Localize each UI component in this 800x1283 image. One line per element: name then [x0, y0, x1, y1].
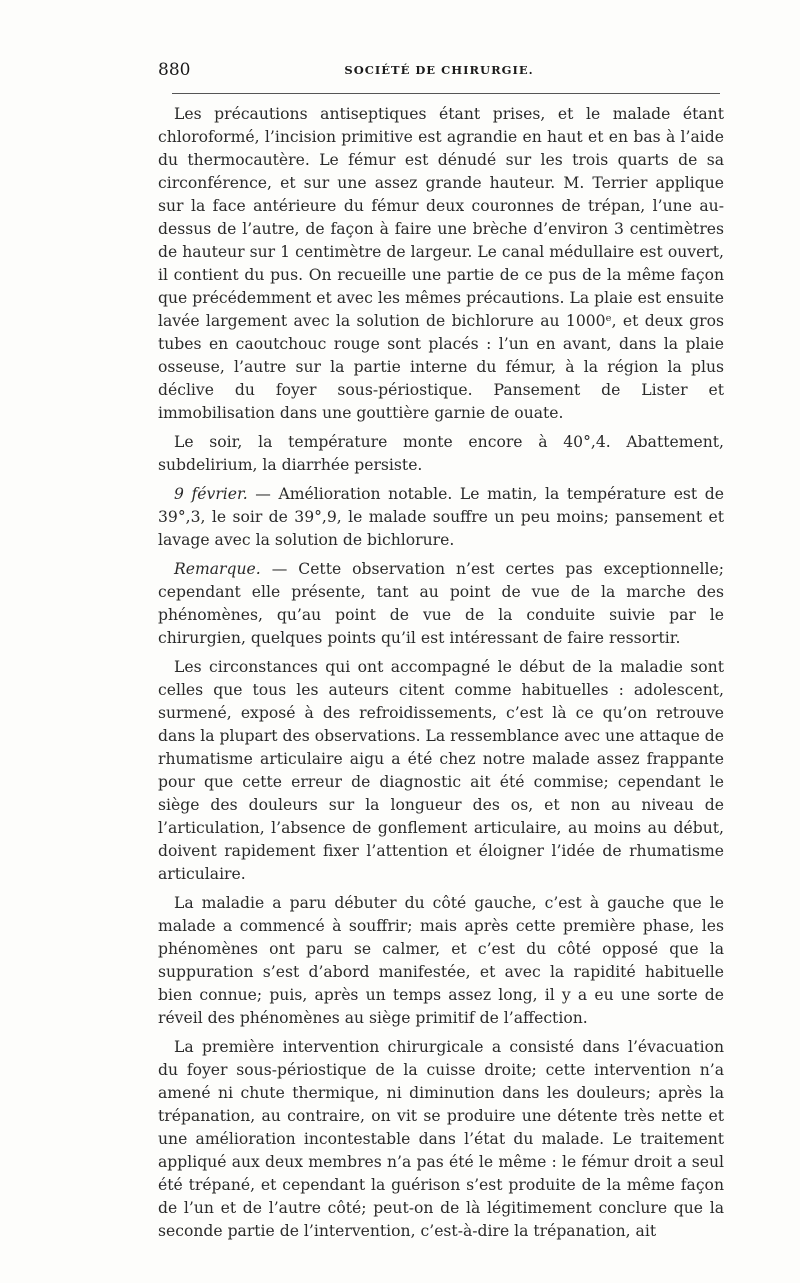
body-text: [158, 103, 724, 1249]
remarque-text: — Cette observation n’est certes pas exceptionnelle; cependant elle présente, tant au point de vue de la marche des phénomènes, qu’au point de vue de la conduite suivie par le chirurgien, quelques points qu’il est intéressant de faire ressortir.: [158, 560, 724, 647]
page-header: [158, 60, 720, 82]
paragraph-evening: Le soir, la température monte encore à 40°,4. Abattement, subdelirium, la diarrhée persiste.: [158, 433, 724, 474]
paragraph-intervention: La première intervention chirurgicale a consisté dans l’évacuation du foyer sous-périostique de la cuisse droite; cette intervention n’a amené ni chute thermique, ni diminution dans les douleurs; après la trépanation, au contraire, on vit se produire une détente très nette et une amélioration incontestable dans l’état du malade. Le traitement appliqué aux deux membres n’a pas été le même : le fémur droit a seul été trépané, et cependant la guérison s’est produite de la même façon de l’un et de l’autre côté; peut-on de là légitimement conclure que la seconde partie de l’intervention, c’est-à-dire la trépanation, ait: [158, 1038, 724, 1240]
date-text: — Amélioration notable. Le matin, la température est de 39°,3, le soir de 39°,9, le malade souffre un peu moins; pansement et lavage avec la solution de bichlorure.: [158, 485, 725, 549]
header-rule: [172, 93, 720, 94]
paragraph-left-side: La maladie a paru débuter du côté gauche, c’est à gauche que le malade a commencé à souffrir; mais après cette première phase, les phénomènes ont paru se calmer, et c’est du côté opposé que la suppuration s’est d’abord manifestée, et avec la rapidité habituelle bien connue; puis, après un temps assez long, il y a eu une sorte de réveil des phénomènes au siège primitif de l’affection.: [158, 894, 724, 1027]
remarque-label: Remarque.: [174, 560, 261, 578]
paragraph-circumstances: Les circonstances qui ont accompagné le début de la maladie sont celles que tous les auteurs citent comme habituelles : adolescent, surmené, exposé à des refroidissements, c’est là ce qu’on retrouve dans la plupart des observations. La ressemblance avec une attaque de rhumatisme articulaire aigu a été chez notre malade assez frappante pour que cette erreur de diagnostic ait été commise; cependant le siège des douleurs sur la longueur des os, et non au niveau de l’articulation, l’absence de gonflement articulaire, au moins au début, doivent rapidement fixer l’attention et éloigner l’idée de rhumatisme articulaire.: [158, 658, 724, 883]
date-label: 9 février.: [174, 485, 248, 503]
paragraph-remarque: [158, 558, 724, 650]
paragraph-february-9: [158, 483, 724, 552]
paragraph-operation: Les précautions antiseptiques étant prises, et le malade étant chloroformé, l’incision primitive est agrandie en haut et en bas à l’aide du thermocautère. Le fémur est dénudé sur les trois quarts de sa circonférence, et sur une assez grande hauteur. M. Terrier applique sur la face antérieure du fémur deux couronnes de trépan, l’une au-dessus de l’autre, de façon à faire une brèche d’environ 3 centimètres de hauteur sur 1 centimètre de largeur. Le canal médullaire est ouvert, il contient du pus. On recueille une partie de ce pus de la même façon que précédemment et avec les mêmes précautions. La plaie est ensuite lavée largement avec la solution de bichlorure au 1000ᵉ, et deux gros tubes en caoutchouc rouge sont placés : l’un en avant, dans la plaie osseuse, l’autre sur la partie interne du fémur, à la région la plus déclive du foyer sous-périostique. Pansement de Lister et immobilisation dans une gouttière garnie de ouate.: [158, 105, 724, 422]
page-number: 880: [158, 60, 191, 80]
running-title: SOCIÉTÉ DE CHIRURGIE.: [344, 63, 534, 77]
